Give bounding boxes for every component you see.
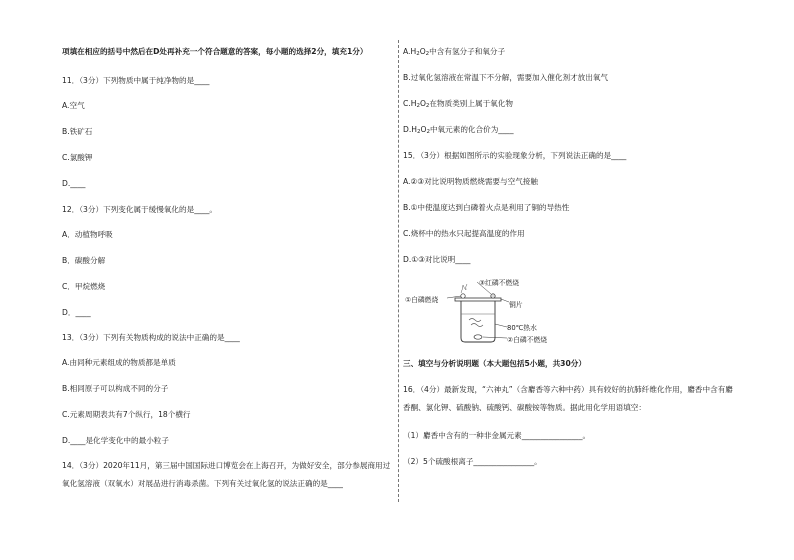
- q11-option-a: A.空气: [62, 101, 85, 110]
- flame: [461, 284, 467, 293]
- label-white-phosphorus-unburned: ②白磷不燃烧: [507, 336, 548, 344]
- q13-stem: 13．（3分）下列有关物质构成的说法中正确的是____: [62, 333, 240, 342]
- label-hot-water: 80℃热水: [507, 324, 537, 332]
- formula-o: O: [419, 47, 426, 56]
- q14-option-c: [403, 99, 513, 111]
- q12-option-d: D．____: [62, 308, 91, 317]
- section-instruction: 项填在相应的括号中然后在D处再补充一个符合题意的答案，每小题的选择2分，填充1分）: [62, 47, 368, 56]
- section-3-heading: 三、填空与分析说明题（本大题包括5小题，共30分）: [403, 359, 586, 368]
- subscript: 2: [426, 129, 430, 135]
- subscript: 2: [416, 51, 420, 57]
- q14-option-a: [403, 47, 505, 59]
- subscript: 2: [425, 103, 430, 109]
- q14-stem: 14．（3分）2020年11月，第三届中国国际进口博览会在上海召开，为做好安全，部分参展商用过氧化氢溶液（双氧水）对展品进行消毒杀菌。下列有关过氧化氢的说法正确的是____: [62, 461, 391, 488]
- q11-option-c: C.氯酸钾: [62, 153, 93, 162]
- q15-option-a: A.②③对比说明物质燃烧需要与空气接触: [403, 177, 538, 186]
- q15-stem: 15．（3分）根据如图所示的实验现象分析，下列说法正确的是____: [403, 151, 627, 160]
- q14-option-b: B.过氧化氢溶液在常温下不分解，需要加入催化剂才放出氧气: [403, 73, 609, 82]
- red-phosphorus: [491, 294, 495, 298]
- q14-option-a-text: 中含有氢分子和氧分子: [429, 47, 506, 56]
- q15-option-c: C.烧杯中的热水只起提高温度的作用: [403, 229, 525, 238]
- copper-plate: [455, 298, 501, 301]
- subscript: 2: [416, 129, 421, 135]
- label-red-phosphorus: ③红磷不燃烧: [479, 279, 520, 287]
- steam-wave: [469, 319, 481, 322]
- q12-option-b: B．碳酸分解: [62, 256, 106, 265]
- q13-option-d: D.____是化学变化中的最小粒子: [62, 436, 169, 445]
- q13-option-c: C.元素周期表共有7个纵行，18个横行: [62, 410, 191, 419]
- q15-option-d: D.①③对比说明____: [403, 255, 471, 264]
- q11-option-d: D.____: [62, 179, 86, 188]
- formula-h: C.H: [403, 99, 417, 108]
- q12-option-a: A．动植物呼吸: [62, 230, 113, 239]
- leader-line: [495, 324, 507, 327]
- formula-o: O: [419, 99, 426, 108]
- q13-option-a: A.由同种元素组成的物质都是单质: [62, 358, 176, 367]
- q14-option-d: [403, 125, 514, 137]
- column-divider: [398, 40, 399, 502]
- q13-option-b: B.相同原子可以构成不同的分子: [62, 384, 169, 393]
- white-phosphorus-burning: [461, 294, 465, 298]
- leader-line: [501, 299, 509, 302]
- formula-o: O: [420, 125, 427, 134]
- combustion-experiment-figure: [403, 274, 603, 346]
- q16-part-2: （2）5个硫酸根离子________________。: [403, 457, 542, 466]
- formula-h: D.H: [403, 125, 417, 134]
- label-white-phosphorus-burning: ①白磷燃烧: [405, 296, 439, 304]
- white-phosphorus-underwater: [474, 335, 482, 339]
- steam-wave: [471, 324, 483, 327]
- q14-option-d-text: 中氧元素的化合价为____: [429, 125, 514, 134]
- q16-part-1: （1）麝香中含有的一种非金属元素________________。: [403, 431, 591, 440]
- formula-h: A.H: [403, 47, 417, 56]
- subscript: 2: [416, 103, 420, 109]
- q11-stem: 11．（3分）下列物质中属于纯净物的是____: [62, 76, 210, 85]
- q16-stem: 16．（4分）最新发现，“六神丸”（含麝香等六种中药）具有较好的抗肺纤维化作用，麝香中含有麝香酮、氯化钾、硫酸钠、硫酸钙、碳酸铵等物质。据此用化学用语填空：: [403, 385, 733, 412]
- label-copper-plate: 铜片: [509, 301, 523, 309]
- q14-option-c-text: 在物质类别上属于氧化物: [429, 99, 513, 108]
- q11-option-b: B.铁矿石: [62, 127, 93, 136]
- q15-option-b: B.①中使温度达到白磷着火点是利用了铜的导热性: [403, 203, 570, 212]
- subscript: 2: [425, 51, 430, 57]
- q12-stem: 12．（3分）下列变化属于缓慢氧化的是____。: [62, 205, 217, 214]
- q12-option-c: C．甲烷燃烧: [62, 282, 106, 291]
